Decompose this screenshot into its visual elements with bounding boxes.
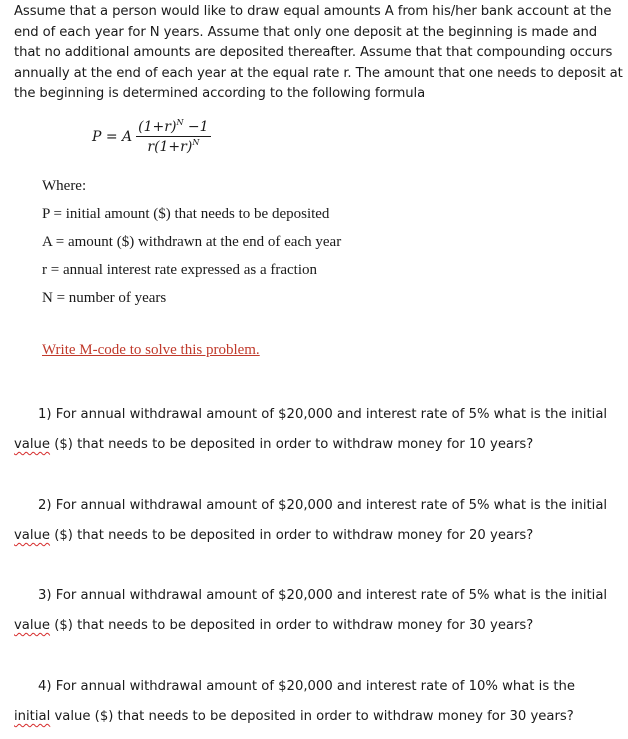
question-4-line1: 4) For annual withdrawal amount of $20,000 and interest rate of 10% what is the	[38, 679, 576, 694]
spellcheck-word: value	[14, 618, 51, 633]
formula-fraction	[136, 118, 210, 155]
definition-a: A = amount ($) withdrawn at the end of each year	[42, 234, 342, 250]
question-2	[14, 496, 624, 546]
question-4	[14, 677, 624, 727]
formula-lhs: P = A	[92, 128, 133, 145]
formula-numerator: $(1+r)^N -1$	[138, 118, 209, 135]
question-4-line2: initial value ($) that needs to be deposited in order to withdraw money for 30 years?	[14, 709, 574, 724]
deposit-formula	[92, 118, 211, 155]
definitions-heading: Where:	[42, 178, 87, 194]
spellcheck-word: value	[14, 528, 51, 543]
definitions-list	[42, 176, 341, 316]
question-1	[14, 405, 624, 455]
mcode-prompt: Write M-code to solve this problem.	[42, 342, 260, 358]
definition-n: N = number of years	[42, 290, 167, 306]
definition-p: P = initial amount ($) that needs to be deposited	[42, 206, 330, 222]
formula-denominator: $r(1+r)^N$	[147, 138, 200, 155]
question-2-line1: 2) For annual withdrawal amount of $20,000 and interest rate of 5% what is the initial	[38, 498, 608, 513]
question-2-line2: value ($) that needs to be deposited in order to withdraw money for 20 years?	[14, 528, 534, 543]
spellcheck-word: initial	[14, 709, 51, 724]
question-3-line2: value ($) that needs to be deposited in order to withdraw money for 30 years?	[14, 618, 534, 633]
question-1-line2: value ($) that needs to be deposited in order to withdraw money for 10 years?	[14, 437, 534, 452]
spellcheck-word: value	[14, 437, 51, 452]
question-3	[14, 586, 624, 636]
question-1-line1: 1) For annual withdrawal amount of $20,000 and interest rate of 5% what is the initial	[38, 407, 608, 422]
definition-r: r = annual interest rate expressed as a fraction	[42, 262, 318, 278]
question-3-line1: 3) For annual withdrawal amount of $20,000 and interest rate of 5% what is the initial	[38, 588, 608, 603]
problem-statement: Assume that a person would like to draw equal amounts A from his/her bank account at the end of each year for N years. Assume that only one deposit at the beginning is made and that no additional amounts are deposited thereafter. Assume that that compounding occurs annually at the end of each year at the equal rate r. The amount that one needs to deposit at the beginning is determined according to the following formula	[14, 4, 623, 101]
